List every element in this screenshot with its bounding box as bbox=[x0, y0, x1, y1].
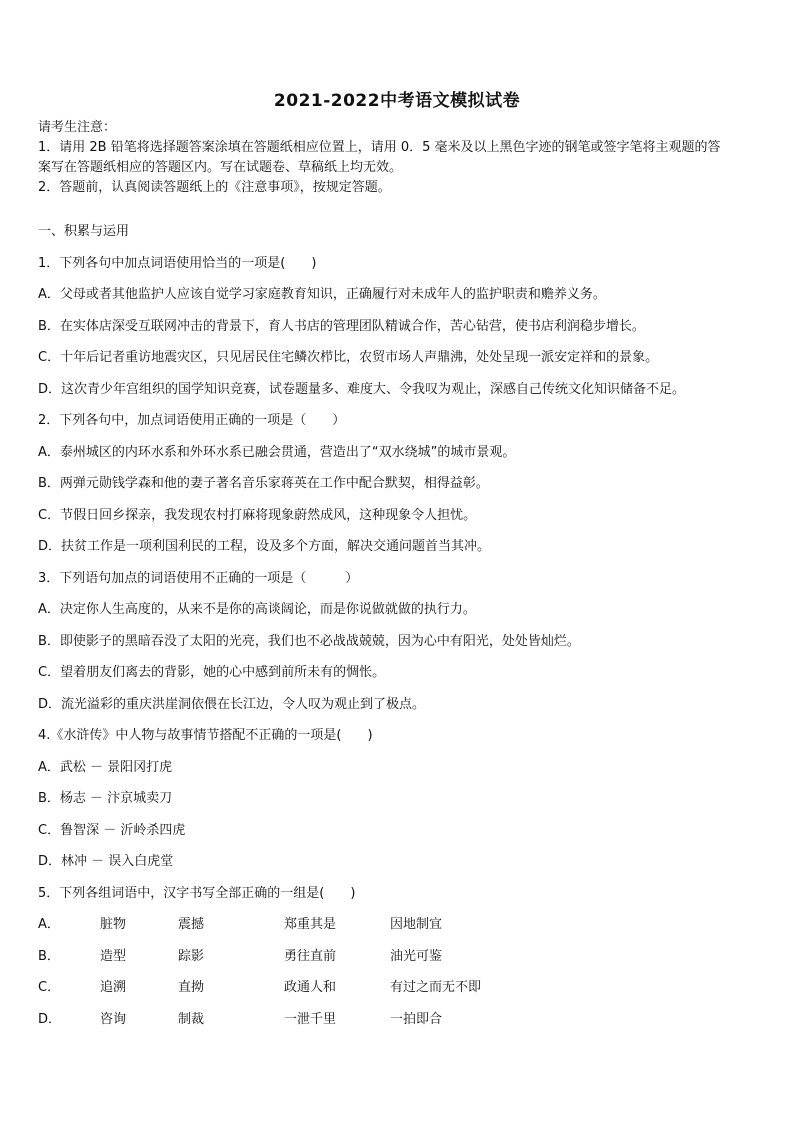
word: 踪影 bbox=[178, 948, 205, 964]
question-2-stem: 2．下列各句中，加点词语使用正确的一项是（ ） bbox=[38, 413, 346, 428]
question-3-option-d: D．流光溢彩的重庆洪崖洞依偎在长江边，令人叹为观止到了极点。 bbox=[38, 696, 426, 712]
word: 一拍即合 bbox=[390, 1011, 443, 1027]
question-5-option-a bbox=[38, 915, 760, 947]
question-5-option-b bbox=[38, 947, 760, 979]
question-5-option-d bbox=[38, 1010, 760, 1042]
option-letter: D． bbox=[38, 1011, 62, 1027]
word: 追溯 bbox=[100, 980, 127, 995]
word: 脏物 bbox=[100, 917, 127, 932]
word: 郑重其是 bbox=[284, 917, 337, 932]
question-4-stem: 4.《水浒传》中人物与故事情节搭配不正确的一项是( ) bbox=[38, 728, 373, 743]
word: 直拗 bbox=[178, 980, 205, 995]
question-1-option-a: A．父母或者其他监护人应该自觉学习家庭教育知识，正确履行对未成年人的监护职责和赡养义务。 bbox=[38, 287, 606, 302]
question-3 bbox=[38, 569, 760, 727]
word: 油光可鉴 bbox=[390, 948, 443, 964]
question-1 bbox=[38, 254, 760, 412]
question-3-stem: 3．下列语句加点的词语使用不正确的一项是（ ） bbox=[38, 570, 359, 586]
question-5-option-c bbox=[38, 978, 760, 1010]
question-2-option-a: A．泰州城区的内环水系和外环水系已融会贯通，营造出了“双水绕城”的城市景观。 bbox=[38, 444, 516, 460]
question-2 bbox=[38, 411, 760, 569]
notice-heading: 请考生注意： bbox=[38, 120, 117, 135]
question-4 bbox=[38, 726, 760, 884]
question-1-option-b: B．在实体店深受互联网冲击的背景下，育人书店的管理团队精诚合作，苦心钻营，使书店利润稳步增长。 bbox=[38, 318, 645, 334]
question-3-option-a: A．决定你人生高度的，从来不是你的高谈阔论，而是你说做就做的执行力。 bbox=[38, 602, 476, 617]
question-4-option-b: B．杨志 － 汴京城卖刀 bbox=[38, 791, 173, 806]
page-title: 2021-2022中考语文模拟试卷 bbox=[273, 91, 521, 111]
notice-item-1-line-2: 案写在答题纸相应的答题区内。写在试题卷、草稿纸上均无效。 bbox=[38, 160, 403, 175]
notice-item-1-line-1: 1．请用 2B 铅笔将选择题答案涂填在答题纸相应位置上，请用 0．5 毫米及以上黑色字迹的钢笔或签字笔将主观题的答 bbox=[38, 140, 721, 155]
option-letter: A． bbox=[38, 917, 60, 932]
question-4-option-a: A．武松 － 景阳冈打虎 bbox=[38, 759, 173, 775]
option-letter: B． bbox=[38, 948, 60, 964]
question-2-option-d: D．扶贫工作是一项利国利民的工程，设及多个方面，解决交通问题首当其冲。 bbox=[38, 539, 491, 554]
exam-content bbox=[38, 222, 760, 1041]
word: 咨询 bbox=[100, 1011, 127, 1027]
word: 有过之而无不即 bbox=[390, 980, 482, 995]
question-4-option-d: D．林冲 － 误入白虎堂 bbox=[38, 854, 174, 869]
question-4-option-c: C．鲁智深 － 沂岭杀四虎 bbox=[38, 822, 186, 838]
word: 勇往直前 bbox=[284, 948, 337, 964]
question-2-option-b: B．两弹元勋钱学森和他的妻子著名音乐家蒋英在工作中配合默契，相得益彰。 bbox=[38, 476, 489, 491]
word: 制裁 bbox=[178, 1011, 205, 1027]
word: 震撼 bbox=[178, 917, 205, 932]
question-5-stem: 5．下列各组词语中，汉字书写全部正确的一组是( ) bbox=[38, 885, 356, 901]
question-3-option-c: C．望着朋友们离去的背影，她的心中感到前所未有的惆怅。 bbox=[38, 665, 386, 680]
question-1-option-c: C．十年后记者重访地震灾区，只见居民住宅鳞次栉比，农贸市场人声鼎沸，处处呈现一派安定祥和的景象。 bbox=[38, 350, 659, 365]
word: 一泄千里 bbox=[284, 1011, 337, 1027]
word: 因地制宜 bbox=[390, 917, 443, 932]
question-1-stem: 1．下列各句中加点词语使用恰当的一项是( ) bbox=[38, 255, 317, 271]
word: 造型 bbox=[100, 948, 127, 964]
question-1-option-d: D．这次青少年宫组织的国学知识竞赛，试卷题量多、难度大、令我叹为观止，深感自己传统文化知识储备不足。 bbox=[38, 381, 686, 397]
option-letter: C． bbox=[38, 980, 61, 995]
section-heading: 一、积累与运用 bbox=[38, 224, 130, 239]
notice-item-2: 2．答题前，认真阅读答题纸上的《注意事项》，按规定答题。 bbox=[38, 180, 391, 195]
question-5 bbox=[38, 884, 760, 1042]
question-3-option-b: B．即使影子的黑暗吞没了太阳的光亮，我们也不必战战兢兢，因为心中有阳光，处处皆灿烂。 bbox=[38, 633, 580, 649]
exam-notice bbox=[38, 118, 760, 198]
word: 政通人和 bbox=[284, 980, 337, 995]
question-2-option-c: C．节假日回乡探亲，我发现农村打麻将现象蔚然成风，这种现象令人担忧。 bbox=[38, 507, 477, 523]
